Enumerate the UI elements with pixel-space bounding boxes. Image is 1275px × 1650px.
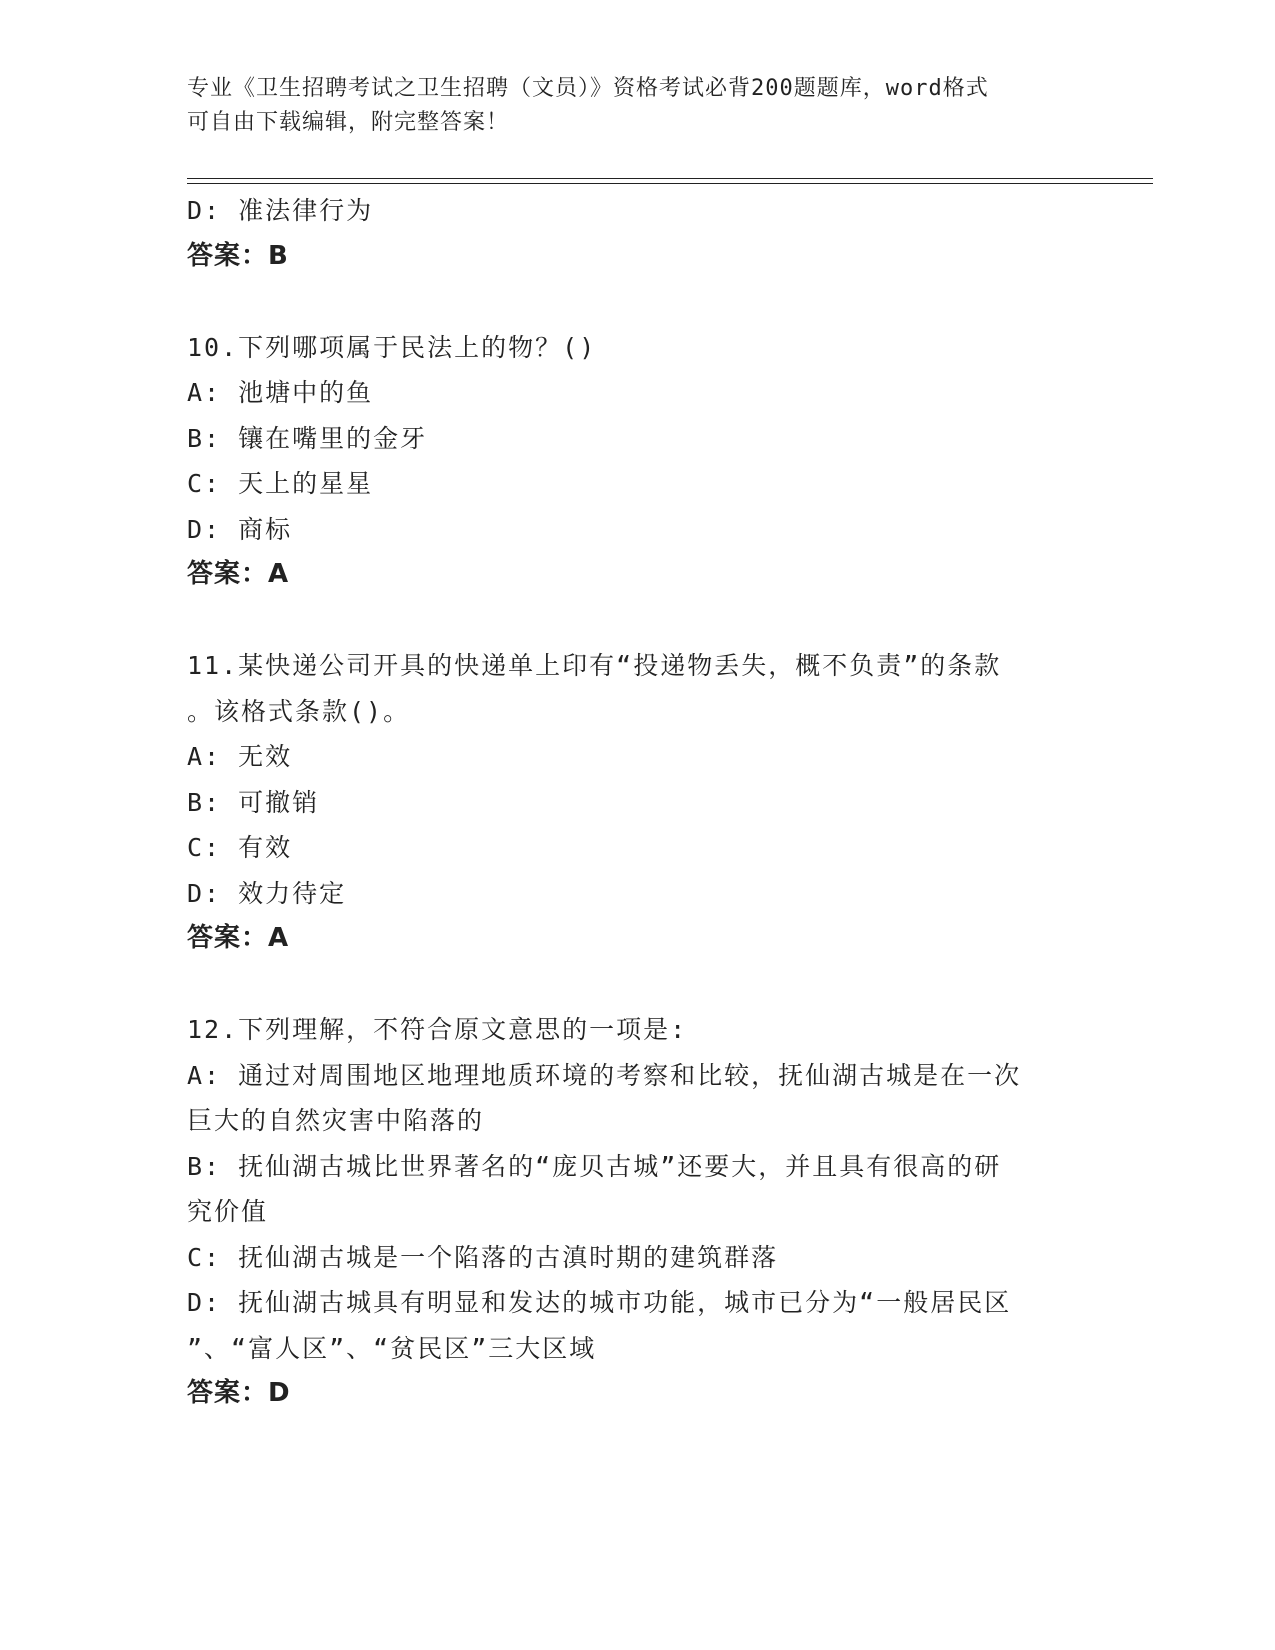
answer-line: 答案：B (187, 240, 289, 271)
spacer (187, 962, 1087, 1008)
answer-line: 答案：D (187, 1378, 291, 1408)
question-block-12 (187, 1007, 1087, 1417)
answer-line: 答案：A (187, 559, 290, 589)
header-divider-bottom (187, 183, 1153, 184)
question-block-prev (187, 188, 1087, 279)
question-stem-line-2: 。该格式条款()。 (187, 696, 411, 726)
option-a-line-2: 巨大的自然灾害中陷落的 (187, 1106, 485, 1135)
option-d-line-2: ”、“富人区”、“贫民区”三大区域 (187, 1333, 597, 1363)
header-divider-top (187, 178, 1153, 179)
answer-line: 答案：A (187, 923, 290, 953)
question-stem: 12.下列理解，不符合原文意思的一项是: (187, 1015, 688, 1044)
option-b-line-1: B: 抚仙湖古城比世界著名的“庞贝古城”还要大，并且具有很高的研 (187, 1151, 1002, 1181)
question-stem: 10.下列哪项属于民法上的物？() (187, 332, 597, 362)
option-d: D: 商标 (187, 514, 293, 544)
option-b: B: 镶在嘴里的金牙 (187, 423, 428, 453)
option-b-line-2: 究价值 (187, 1197, 269, 1226)
option-c: C: 抚仙湖古城是一个陷落的古滇时期的建筑群落 (187, 1242, 779, 1272)
option-d-line-1: D: 抚仙湖古城具有明显和发达的城市功能，城市已分为“一般居民区 (187, 1288, 1012, 1317)
question-block-11 (187, 643, 1087, 962)
document-header (187, 72, 1087, 140)
question-stem-line-1: 11.某快递公司开具的快递单上印有“投递物丢失，概不负责”的条款 (187, 651, 1002, 680)
option-d: D: 准法律行为 (187, 196, 374, 225)
spacer (187, 598, 1087, 644)
question-block-10 (187, 325, 1087, 598)
option-a-line-1: A: 通过对周围地区地理地质环境的考察和比较，抚仙湖古城是在一次 (187, 1060, 1022, 1090)
option-c: C: 有效 (187, 833, 293, 862)
option-d: D: 效力待定 (187, 878, 347, 908)
header-line-2: 可自由下载编辑，附完整答案！ (187, 110, 510, 135)
option-a: A: 无效 (187, 742, 293, 771)
option-a: A: 池塘中的鱼 (187, 378, 374, 407)
header-line-1: 专业《卫生招聘考试之卫生招聘（文员）》资格考试必背200题题库，word格式 (187, 76, 989, 101)
option-c: C: 天上的星星 (187, 469, 374, 498)
spacer (187, 279, 1087, 325)
option-b: B: 可撤销 (187, 787, 320, 817)
document-body (187, 188, 1087, 1417)
